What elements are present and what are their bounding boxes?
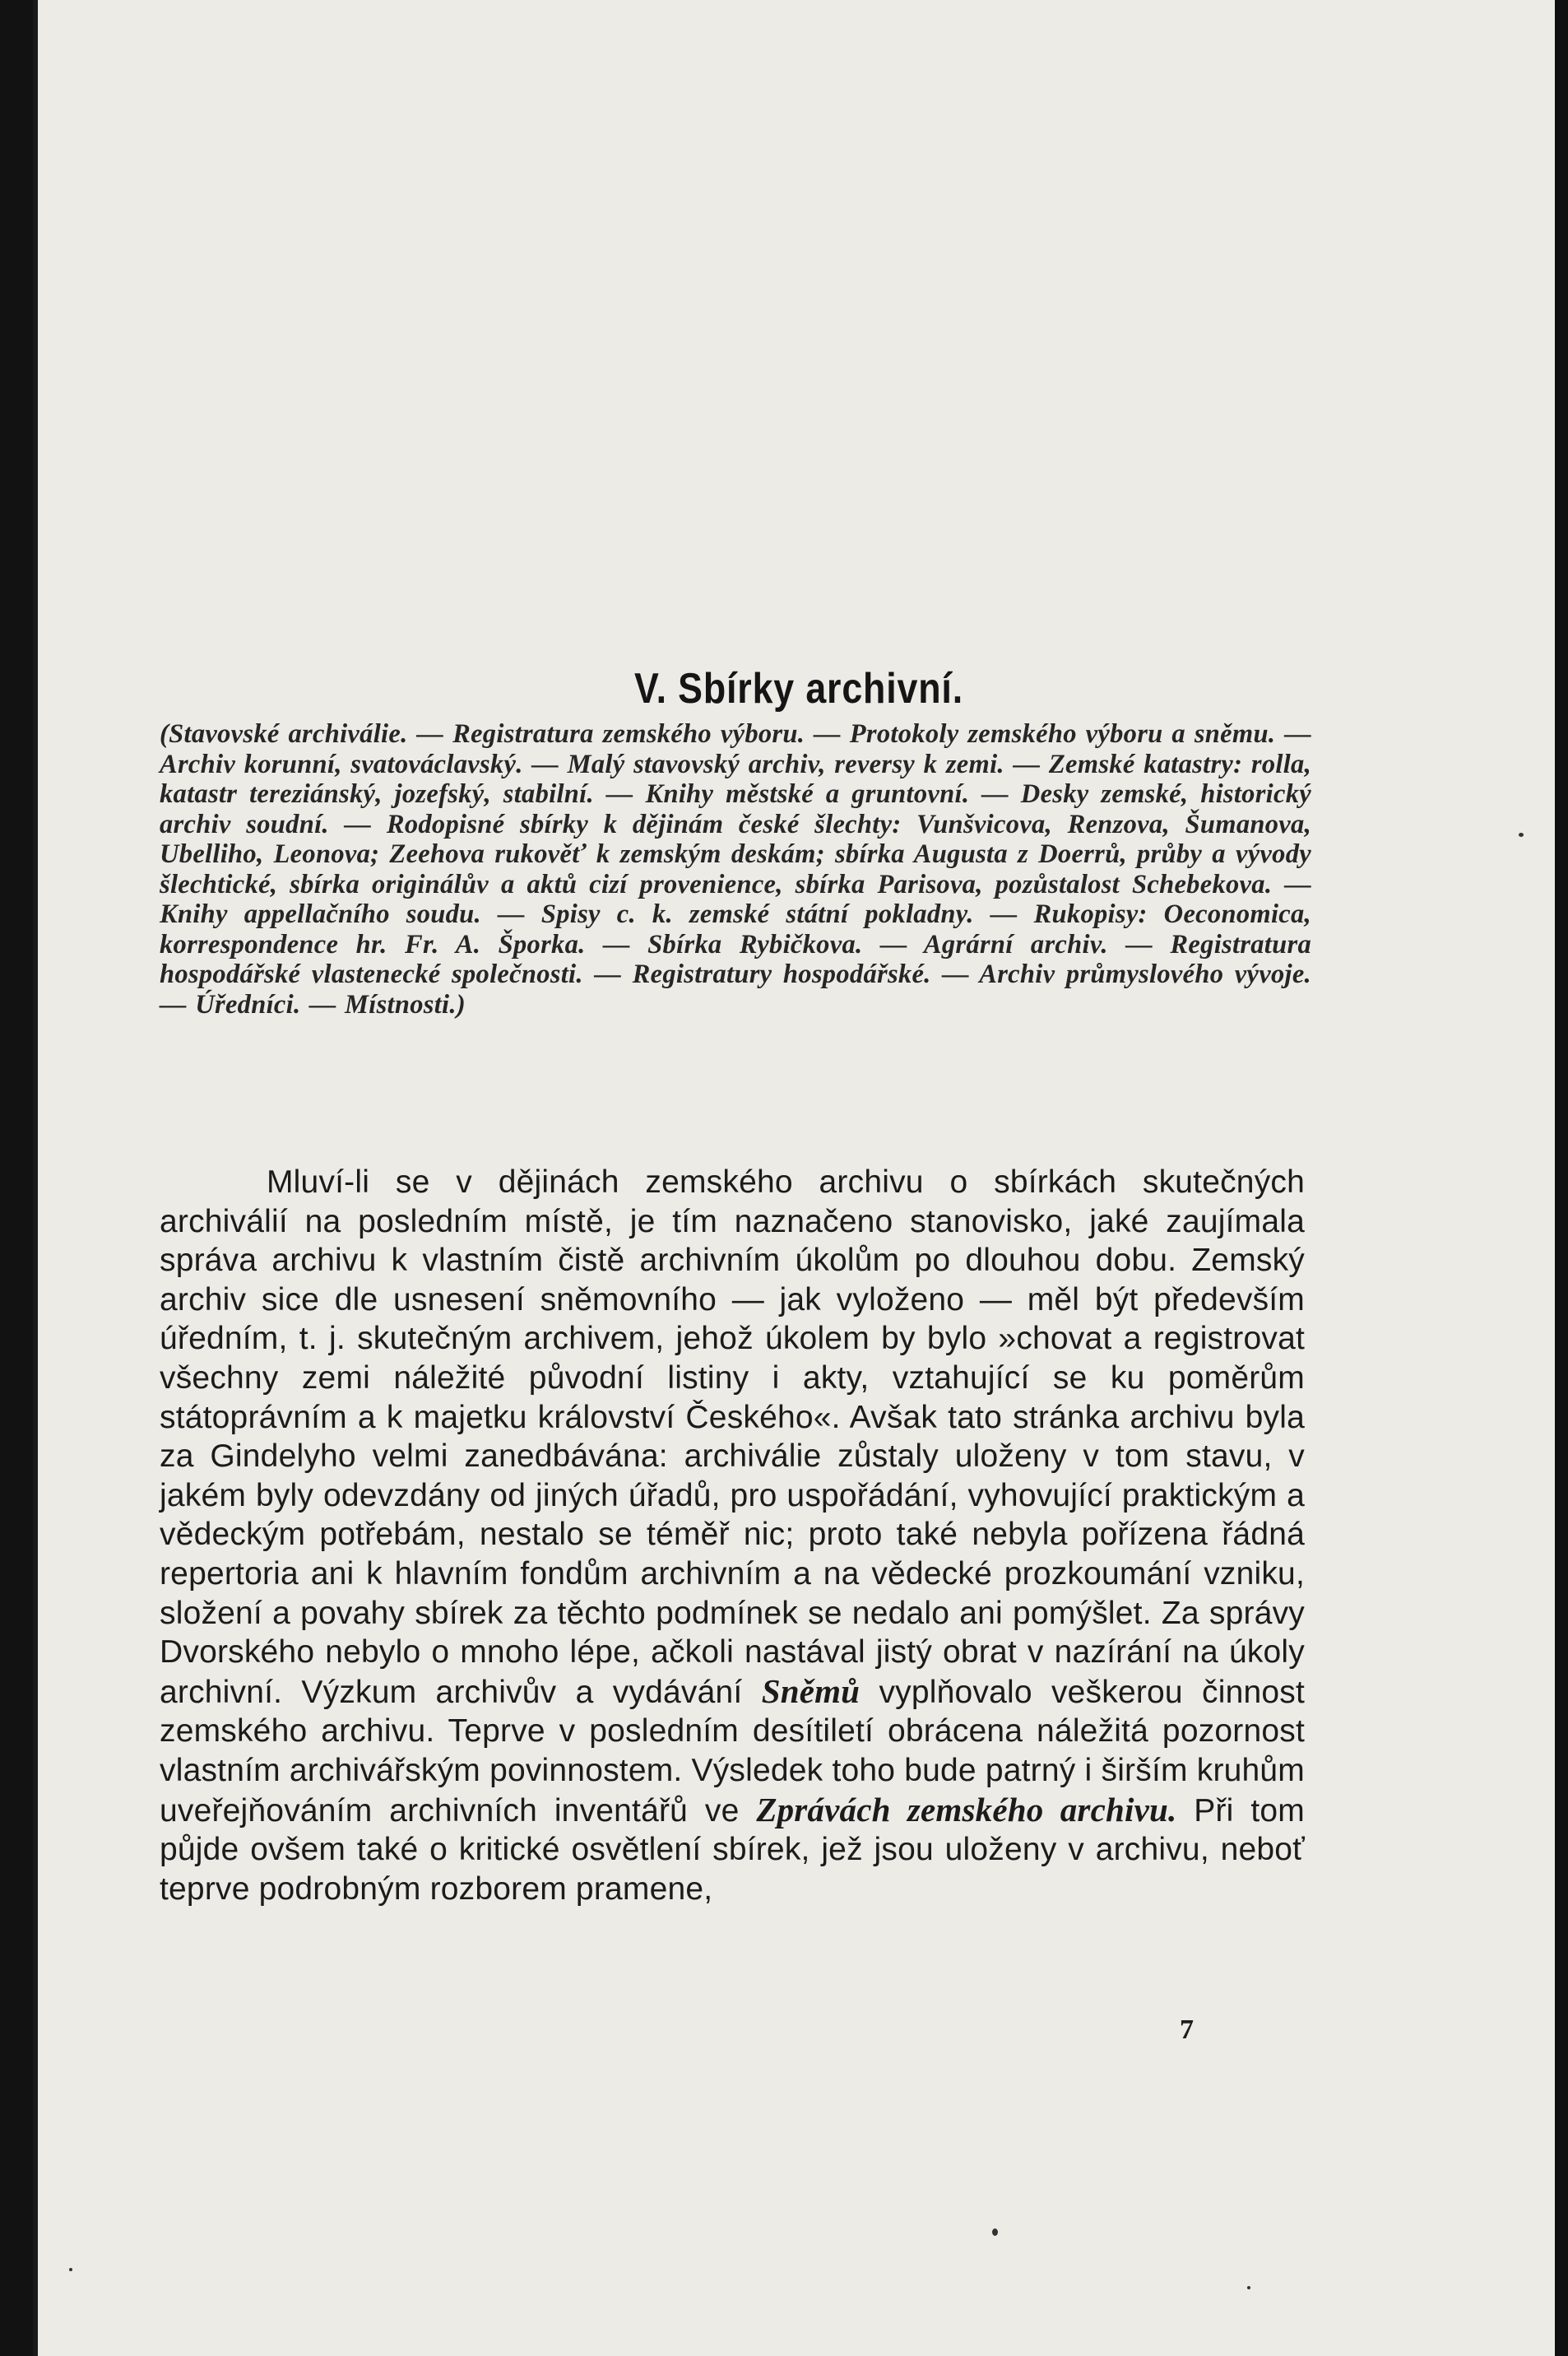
chapter-heading: V. Sbírky archivní. <box>634 664 963 713</box>
book-page <box>33 0 1555 2356</box>
italic-title-snemu: Sněmů <box>761 1671 861 1710</box>
scan-speck <box>1519 833 1524 837</box>
body-paragraph <box>160 1163 1305 1908</box>
scan-speck <box>992 2228 998 2236</box>
scan-speck <box>1247 2286 1250 2289</box>
body-text-part-3: Při tom půjde ovšem také o kritické osvětlení sbírek, jež jsou uloženy v archivu, neboť teprve podrobným rozborem pramene, <box>160 1792 1305 1907</box>
scan-speck <box>69 2268 72 2271</box>
body-text-part-1: Mluví-li se v dějinách zemského archivu o sbírkách skutečných archiválií na posledním místě, je tím naznačeno stanovisko, jaké zaujímala správa archivu k vlastním čistě archivním úkolům po dlouhou dobu. Zemský archiv sice dle usnesení sněmovního — jak vyloženo — měl být především úředním, t. j. skutečným archivem, jehož úkolem by bylo »chovat a registrovat všechny zemi náležité původní listiny i akty, vztahující se ku poměrům státoprávním a k majetku království Českého«. Avšak tato stránka archivu byla za Gindelyho velmi zanedbávána: archiválie zůstaly uloženy v tom stavu, v jakém byly odevzdány od jiných úřadů, pro uspořádání, vyhovující praktickým a vědeckým potřebám, nestalo se téměř nic; proto také nebyla pořízena řádná repertoria ani k hlavním fondům archivním a na vědecké prozkoumání vzniku, složení a povahy sbírek za těchto podmínek se nedalo ani pomýšlet. Za správy Dvorského nebylo o mnoho lépe, ačkoli nastával jistý obrat v nazírání na úkoly archivní. Výzkum archivův a vydávání <box>160 1164 1305 1710</box>
scan-border-left <box>0 0 33 2356</box>
page-number: 7 <box>1180 2014 1194 2045</box>
chapter-summary: (Stavovské archiválie. — Registratura zemského výboru. — Protokoly zemského výboru a sněmu. — Archiv korunní, svatováclavský. — Malý stavovský archiv, reversy k zemi. — Zemské katastry: rolla, katastr tereziánský, jozefský, stabilní. — Knihy městské a gruntovní. — Desky zemské, historický archiv soudní. — Rodopisné sbírky k dějinám české šlechty: Vunšvicova, Renzova, Šumanova, Ubelliho, Leonova; Zeehova rukověť k zemským deskám; sbírka Augusta z Doerrů, průby a vývody šlechtické, sbírka originálův a aktů cizí provenience, sbírka Parisova, pozůstalost Schebekova. — Knihy appellačního soudu. — Spisy c. k. zemské státní pokladny. — Rukopisy: Oeconomica, korrespondence hr. Fr. A. Šporka. — Sbírka Rybičkova. — Agrární archiv. — Registratura hospodářské vlastenecké společnosti. — Registratury hospodářské. — Archiv průmyslového vývoje. — Úředníci. — Místnosti.) <box>160 719 1311 1020</box>
italic-title-zpravy: Zprávách zemského archivu. <box>756 1790 1177 1829</box>
body-text-part-2: vyplňovalo veškerou činnost zemského archivu. Teprve v posledním desítiletí obrácena náležitá pozornost vlastním archivářským povinnostem. Výsledek toho bude patrný i širším kruhům uveřejňováním archivních inventářů ve <box>160 1674 1306 1829</box>
scan-border-right <box>1555 0 1568 2356</box>
